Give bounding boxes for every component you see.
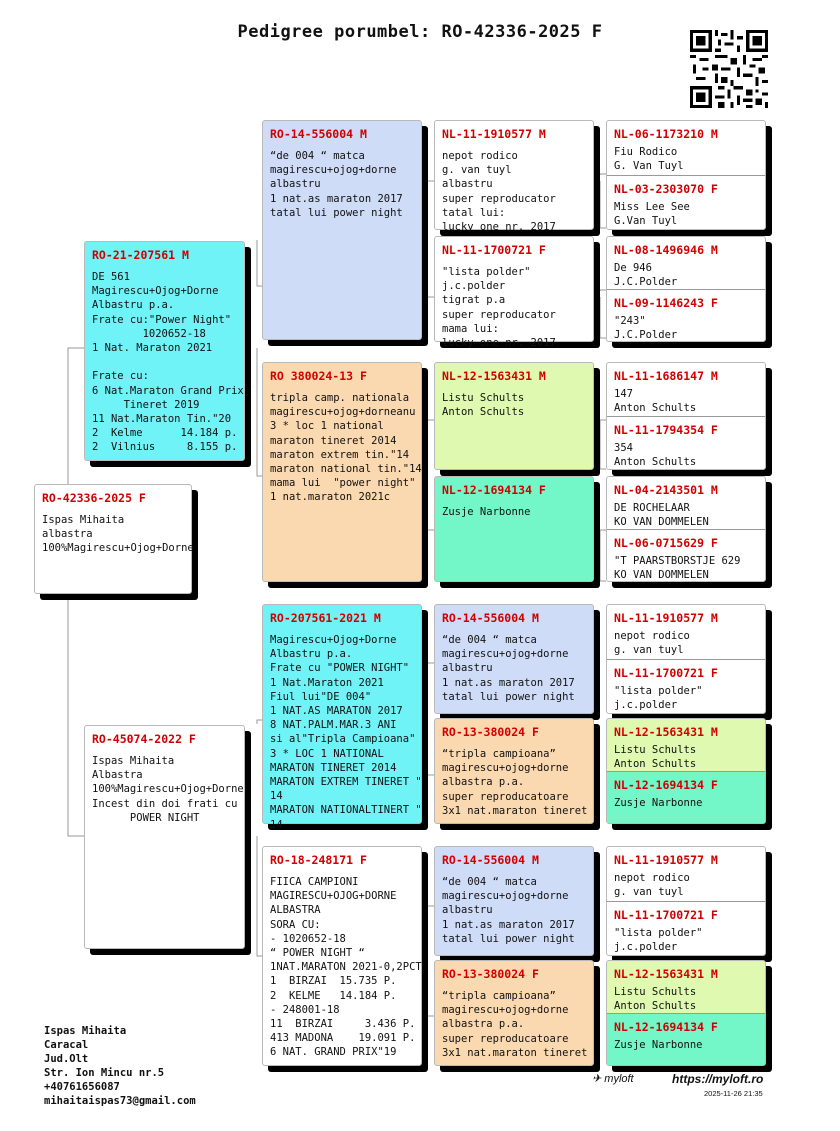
ancestor-pair-card-g4[interactable] <box>606 120 766 230</box>
ring-number: NL-11-1910577 M <box>614 853 718 867</box>
bird-details: "lista polder" j.c.polder tigrat p.a super reproducator mama lui: lucky one nr. 2017 <box>442 266 556 350</box>
ring-number: NL-08-1496946 M <box>614 243 718 257</box>
ring-number: NL-03-2303070 F <box>614 182 718 196</box>
bird-icon: ✈ <box>592 1073 602 1085</box>
ancestor-card-g3[interactable] <box>434 604 594 714</box>
bird-details: tripla camp. nationala magirescu+ojog+dorneanu 3 * loc 1 national maraton tineret 2014 maraton extrem tin."14 maraton national tin."14 mama lui "power night" 1 nat.maraton 2021c <box>270 392 422 504</box>
bird-details: nepot rodico g. van tuyl <box>614 872 690 899</box>
ancestor-pair-card-g4[interactable] <box>606 362 766 470</box>
ring-number: NL-06-1173210 M <box>614 127 718 141</box>
bird-details: Miss Lee See G.Van Tuyl <box>614 201 690 228</box>
bird-details: Zusje Narbonne <box>614 797 703 809</box>
bird-details: Listu Schults Anton Schults <box>614 986 697 1013</box>
ancestor-pair-card-g4[interactable] <box>606 718 766 824</box>
bird-details: Zusje Narbonne <box>442 506 531 518</box>
ring-number: NL-12-1694134 F <box>442 483 546 497</box>
ancestor-pair-card-g4[interactable] <box>606 960 766 1066</box>
ring-number: RO-14-556004 M <box>442 853 539 867</box>
ring-number: NL-11-1794354 F <box>614 423 718 437</box>
ring-number: RO-42336-2025 F <box>42 491 146 505</box>
bird-details: Ispas Mihaita Albastra 100%Magirescu+Ojog+Dorne Incest din doi frati cu POWER NIGHT <box>92 755 244 824</box>
ring-number: NL-11-1700721 F <box>614 666 718 680</box>
ring-number: NL-11-1686147 M <box>614 369 718 383</box>
subject-card[interactable] <box>34 484 192 594</box>
bird-details: Fiu Rodico G. Van Tuyl <box>614 146 684 173</box>
ring-number: NL-11-1700721 F <box>614 908 718 922</box>
ring-number: RO 380024-13 F <box>270 369 367 383</box>
bird-details: Zusje Narbonne <box>614 1039 703 1051</box>
ancestor-card-g3[interactable] <box>434 476 594 582</box>
bird-details: FIICA CAMPIONI MAGIRESCU+OJOG+DORNE ALBASTRA SORA CU: - 1020652-18 “ POWER NIGHT “ 1NAT.MARATON 2021-0,2PCT 1 BIRZAI 15.735 P. 2 KELME 14.184 P. - 248001-18 11 BIRZAI 3.436 P. 413 MADONA 19.091 P. 6 NAT. GRAND PRIX"19 <box>270 876 422 1059</box>
page-title: Pedigree porumbel: RO-42336-2025 F <box>237 22 603 42</box>
ring-number: RO-18-248171 F <box>270 853 367 867</box>
ancestor-pair-card-g4[interactable] <box>606 604 766 714</box>
ring-number: RO-14-556004 M <box>270 127 367 141</box>
bird-details: DE ROCHELAAR KO VAN DOMMELEN <box>614 502 709 529</box>
ring-number: RO-207561-2021 M <box>270 611 381 625</box>
bird-details: "T PAARSTBORSTJE 629 KO VAN DOMMELEN <box>614 555 741 582</box>
ancestor-card-g3[interactable] <box>434 236 594 350</box>
granddam-maternal-card[interactable] <box>262 846 422 1066</box>
ring-number: NL-11-1910577 M <box>442 127 546 141</box>
bird-details: Listu Schults Anton Schults <box>614 744 697 771</box>
bird-details: De 946 J.C.Polder <box>614 262 678 289</box>
myloft-logo: ✈ myloft <box>592 1073 634 1085</box>
ring-number: NL-11-1700721 F <box>442 243 546 257</box>
bird-details: nepot rodico g. van tuyl albastru super reproducator tatal lui: lucky one nr. 2017 <box>442 150 556 234</box>
owner-contact: Ispas Mihaita Caracal Jud.Olt Str. Ion Mincu nr.5 +40761656087 mihaitaispas73@gmail.com <box>44 1025 196 1107</box>
bird-details: 354 Anton Schults <box>614 442 697 469</box>
ancestor-card-g3[interactable] <box>434 718 594 824</box>
bird-details: Listu Schults Anton Schults <box>442 392 525 419</box>
ancestor-pair-card-g4[interactable] <box>606 846 766 956</box>
granddam-paternal-card[interactable] <box>262 362 422 582</box>
ring-number: NL-12-1563431 M <box>442 369 546 383</box>
dam-card[interactable] <box>84 725 245 949</box>
ancestor-card-g3[interactable] <box>434 120 594 234</box>
grandsire-paternal-card[interactable] <box>262 120 422 340</box>
ancestor-card-g3[interactable] <box>434 362 594 470</box>
sire-card[interactable] <box>84 241 245 461</box>
ring-number: NL-09-1146243 F <box>614 296 718 310</box>
ring-number: NL-11-1910577 M <box>614 611 718 625</box>
ancestor-card-g3[interactable] <box>434 960 594 1066</box>
grandsire-maternal-card[interactable] <box>262 604 422 831</box>
bird-details: Magirescu+Ojog+Dorne Albastru p.a. Frate cu "POWER NIGHT" 1 Nat.Maraton 2021 Fiul lui"DE 004" 1 NAT.AS MARATON 2017 8 NAT.PALM.MAR.3 ANI si al"Tripla Campioana" 3 * LOC 1 NATIONAL MARATON TINERET 2014 MARATON EXTREM TINERET " 14 MARATON NATIONALTINERT " 14 <box>270 634 422 831</box>
bird-details: 147 Anton Schults <box>614 388 697 415</box>
ring-number: RO-13-380024 F <box>442 967 539 981</box>
bird-details: DE 561 Magirescu+Ojog+Dorne Albastru p.a. Frate cu:"Power Night" 1020652-18 1 Nat. Maraton 2021 Frate cu: 6 Nat.Maraton Grand Prix Tineret 2019 11 Nat.Maraton Tin."20 2 Kelme 14.184 p. 2 Vilnius 8.155 p. <box>92 271 244 454</box>
website-link[interactable]: https://myloft.ro <box>672 1072 764 1086</box>
ancestor-pair-card-g4[interactable] <box>606 236 766 342</box>
ancestor-card-g3[interactable] <box>434 846 594 956</box>
bird-details: nepot rodico g. van tuyl <box>614 630 690 657</box>
bird-details: “tripla campioana” magirescu+ojog+dorne albastra p.a. super reproducatoare 3x1 nat.maraton tineret <box>442 990 588 1059</box>
bird-details: "243" J.C.Polder <box>614 315 678 342</box>
ring-number: RO-45074-2022 F <box>92 732 196 746</box>
bird-details: “de 004 “ matca magirescu+ojog+dorne albastru 1 nat.as maraton 2017 tatal lui power night <box>270 150 403 219</box>
ring-number: NL-12-1694134 F <box>614 778 718 792</box>
bird-details: “tripla campioana” magirescu+ojog+dorne albastra p.a. super reproducatoare 3x1 nat.maraton tineret <box>442 748 588 817</box>
bird-details: “de 004 “ matca magirescu+ojog+dorne albastru 1 nat.as maraton 2017 tatal lui power night <box>442 634 575 703</box>
ring-number: RO-21-207561 M <box>92 248 189 262</box>
bird-details: "lista polder" j.c.polder <box>614 927 703 954</box>
ring-number: NL-04-2143501 M <box>614 483 718 497</box>
ring-number: NL-12-1563431 M <box>614 725 718 739</box>
ring-number: NL-12-1694134 F <box>614 1020 718 1034</box>
bird-details: “de 004 “ matca magirescu+ojog+dorne albastru 1 nat.as maraton 2017 tatal lui power night <box>442 876 575 945</box>
bird-details: Ispas Mihaita albastra 100%Magirescu+Ojog+Dorne <box>42 514 194 555</box>
ring-number: RO-13-380024 F <box>442 725 539 739</box>
ring-number: NL-12-1563431 M <box>614 967 718 981</box>
ring-number: NL-06-0715629 F <box>614 536 718 550</box>
generated-timestamp: 2025-11-26 21:35 <box>704 1089 763 1098</box>
bird-details: "lista polder" j.c.polder <box>614 685 703 712</box>
ring-number: RO-14-556004 M <box>442 611 539 625</box>
ancestor-pair-card-g4[interactable] <box>606 476 766 582</box>
